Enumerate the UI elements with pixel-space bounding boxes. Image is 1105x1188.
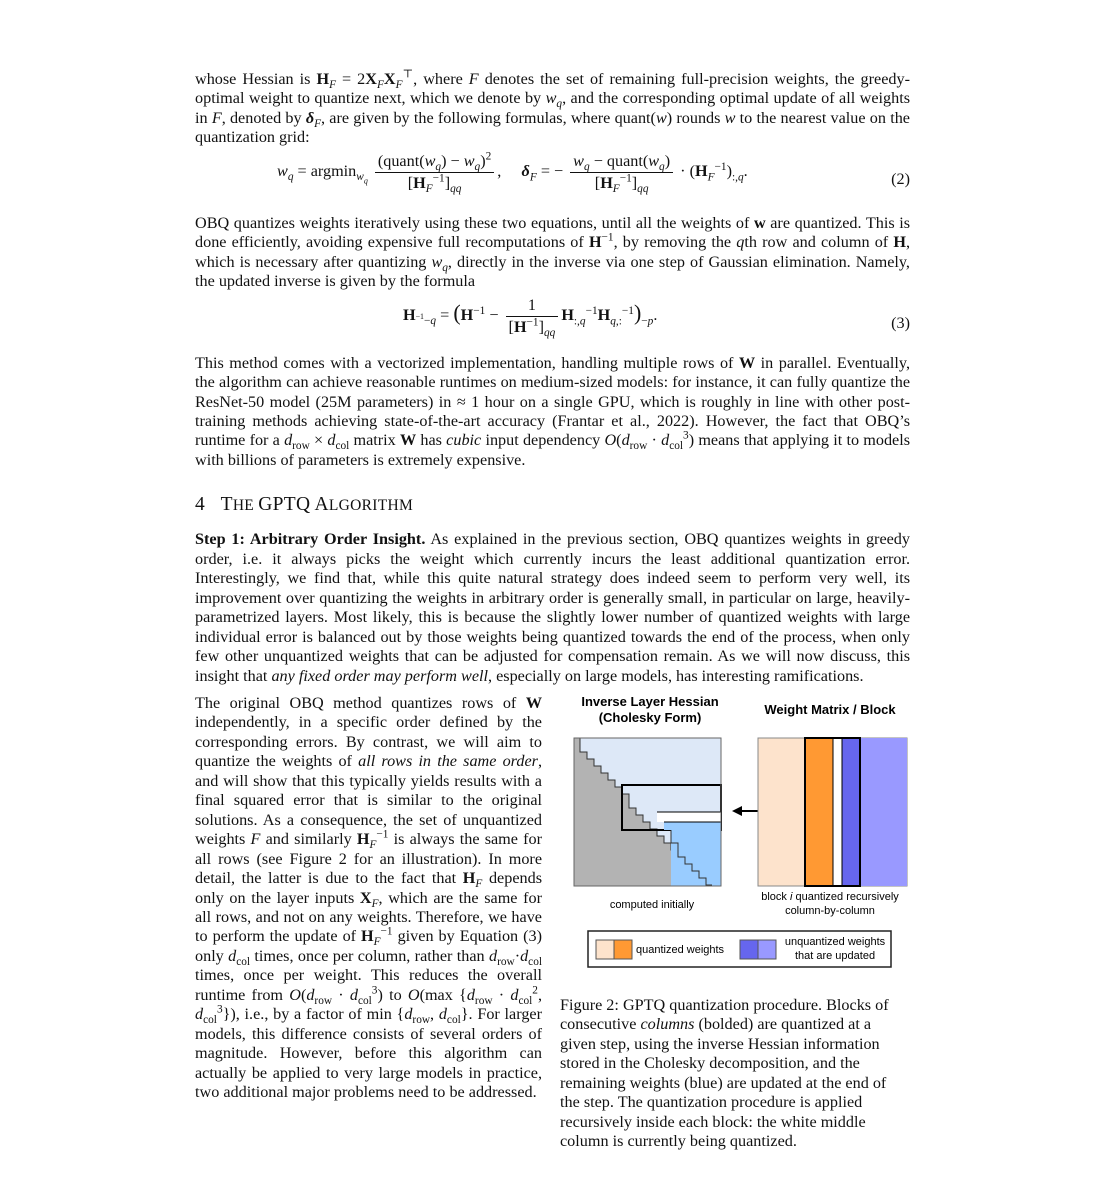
paper-page [195, 70, 910, 1166]
step1-label: Step 1: Arbitrary Order Insight. [195, 530, 426, 549]
equation-2-number: (2) [891, 169, 910, 188]
figure-2 [560, 694, 910, 994]
figure-2-caption: Figure 2: GPTQ quantization procedure. Blocks of consecutive columns (bolded) are quantized at a given step, using the inverse Hessian information stored in the Cholesky decomposition, and the remaining weights (blue) are updated at the end of the step. The quantization procedure is applied recursively inside each block: the white middle column is currently being quantized. [560, 995, 889, 1151]
equation-3-number: (3) [891, 313, 910, 332]
left-column [195, 694, 542, 1103]
two-column-block [195, 694, 910, 1166]
computed-initially-label: computed initially [609, 898, 695, 911]
paragraph-step1: Step 1: Arbitrary Order Insight. As explained in the previous section, OBQ quantizes weights in greedy order, i.e. it always picks the weight which currently incurs the least additional quantization error. Interestingly, we find that, while this quite natural strategy does indeed seem to perform very well, its improvement over quantizing the weights in arbitrary order is generally small, in particular on large, heavily-parametrized layers. Most likely, this is because the slightly lower number of quantized weights with large individual error is balanced out by those weights being quantized towards the end of the process, when only few other unquantized weights that can be adjusted for compensation remain. As we will now discuss, this insight that any fixed order may perform well, especially on large models, has interesting ramifications. [195, 530, 910, 685]
paragraph-original-obq: The original OBQ method quantizes rows of W independently, in a specific order defined by the corresponding errors. By contrast, we will aim to quantize the weights of all rows in the same order, and will show that this typically yields results with a final squared error that is similar to the original solutions. As a consequence, the set of unquantized weights F and similarly $H_F^{-1}$ is always the same for all rows (see Figure 2 for an illustration). In more detail, the latter is due to the fact that $H_F$ depends only on the layer inputs $X_F$, which are the same for all rows, and not on any weights. Therefore, we have to perform the update of $H_F^{-1}$ given by Equation (3) only $d_{col}$ times, once per column, rather than $d_{row}\cdot d_{col}$ times, once per weight. This reduces the overall runtime from $O(d_{row} \cdot d_{col}^3)$ to O(max {$d_{row} \cdot d_{col}^2$, $d_{col}^3$}), i.e., by a factor of $\min \{d_{row}$, $d_{col}$}. For larger models, this difference consists of several orders of magnitude. However, before this algorithm can actually be applied to very large models in practice, two additional major problems need to be addressed. [195, 693, 543, 1102]
weight-matrix-title: Weight Matrix / Block [764, 701, 896, 717]
legend-unquantized-swatch-dark [740, 940, 758, 959]
equation-2: $w_q = argmin_{w_q}$ $\frac{(quant(w_q) - w_q)^2}{[H_F^{-1}]_{qq}}$ , $\delta_F$ = − $\frac{w_q - quant(w_q)}{[H_F^{-1}]_{qq}}$ · $(H_F^{-1})_{:,q}$. (2) [277, 150, 910, 196]
weight-matrix [758, 738, 907, 886]
block-recursive-label: block i quantized recursively column-by-column [761, 890, 899, 917]
legend-quantized-swatch-light [596, 940, 614, 959]
hessian-matrix [574, 738, 721, 886]
right-column [560, 694, 910, 1152]
paragraph-vectorized: This method comes with a vectorized implementation, handling multiple rows of W in parallel. Eventually, the algorithm can achieve reasonable runtimes on medium-sized models: for instance, it can fully quantize the ResNet-50 model (25M parameters) in ≈ 1 hour on a single GPU, which is roughly in line with other post-training methods achieving state-of-the-art accuracy (Frantar et al., 2022). However, the fact that OBQ’s runtime for a $d_{row} \times d_{col}$ matrix W has cubic input dependency $O(d_{row} \cdot d_{col}^3)$ means that applying it to models with billions of parameters is extremely expensive. [195, 353, 911, 469]
paragraph-hessian: whose Hessian is $H_F = 2X_FX_F^⊤$, where F denotes the set of remaining full-precision weights, the greedy-optimal weight to quantize next, which we denote by $w_q$, and the corresponding optimal update of all weights in F, denoted by $\delta_F$, are given by the following formulas, where quant(w) rounds w to the nearest value on the quantization grid: [195, 68, 910, 147]
hessian-title: Inverse Layer Hessian (Cholesky Form) [581, 693, 719, 725]
equation-3: $H_{^{-1}-q} = (H^{-1}$ − $\frac{1}{[H^{-1}]_{qq}}$ $H_{:,q}^{-1}H_{q,:}^{-1})_{-p}$. (3) [403, 295, 910, 339]
paragraph-obq-iterative: OBQ quantizes weights iteratively using these two equations, until all the weights of w are quantized. This is done efficiently, avoiding expensive full recomputations of $H^{-1}$, by removing the qth row and column of H, which is necessary after quantizing $w_q$, directly in the inverse via one step of Gaussian elimination. Namely, the updated inverse is given by the formula [195, 213, 910, 291]
legend-unquantized-label: unquantized weights that are updated [784, 935, 886, 962]
legend-quantized-swatch-dark [614, 940, 632, 959]
section-heading: 4 THE GPTQ ALGORITHM [195, 494, 414, 516]
legend-quantized-label: quantized weights [636, 943, 725, 956]
legend-unquantized-swatch-light [758, 940, 776, 959]
